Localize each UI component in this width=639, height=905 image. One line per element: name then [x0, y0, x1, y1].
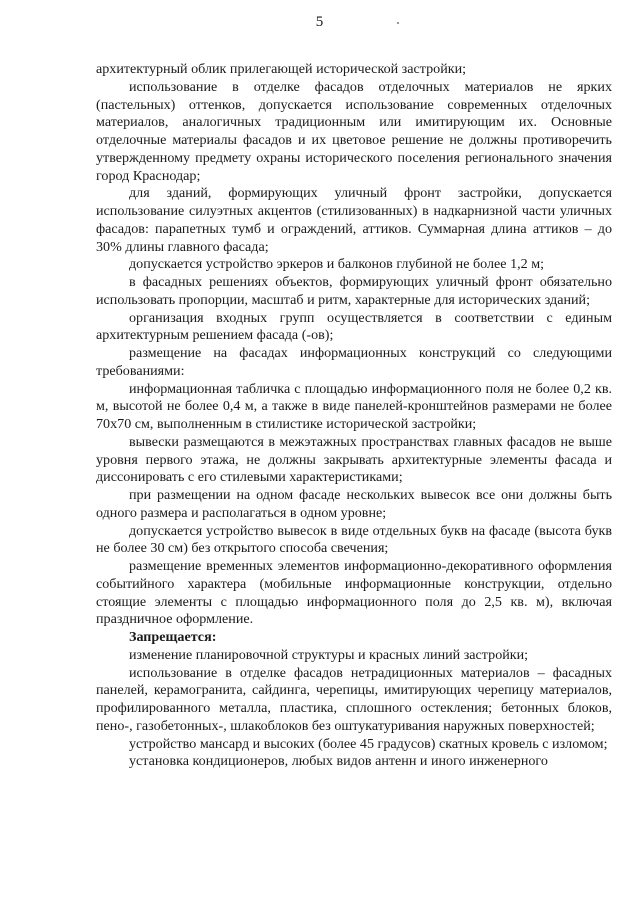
page-number: 5 [315, 14, 324, 30]
paragraph: информационная табличка с площадью информационного поля не более 0,2 кв. м, высотой не более 0,4 м, а также в виде панелей-кронштейнов размерами не более 70х70 см, выполненным в стилистике исторической застройки; [96, 380, 612, 432]
document-body [96, 61, 612, 771]
paragraph: размещение временных элементов информационно-декоративного оформления событийного характера (мобильные информационные конструкции, отдельно стоящие элементы с площадью информационного поля до 2,5 кв. м), включая праздничное оформление. [96, 558, 612, 628]
paragraph: архитектурный облик прилегающей исторической застройки; [96, 61, 467, 77]
paragraph: изменение планировочной структуры и красных линий застройки; [129, 646, 529, 663]
scan-dot [397, 22, 399, 24]
paragraph: допускается устройство эркеров и балконов глубиной не более 1,2 м; [129, 256, 545, 273]
paragraph: при размещении на одном фасаде нескольких вывесок все они должны быть одного размера и располагаться в одном уровне; [96, 487, 612, 521]
paragraph: организация входных групп осуществляется в соответствии с единым архитектурным решением фасада (-ов); [96, 309, 612, 344]
paragraph: установка кондиционеров, любых видов антенн и иного инженерного [129, 753, 548, 770]
paragraph: использование в отделке фасадов отделочных материалов не ярких (пастельных) оттенков, допускается использование современных отделочных материалов, аналогичных традиционным или имитирующим их. Основные отделочные материалы фасадов и их цветовое решение не должны противоречить утвержденному предмету охраны исторического поселения регионального значения город Краснодар; [96, 78, 612, 184]
paragraph: использование в отделке фасадов нетрадиционных материалов – фасадных панелей, керамогранита, сайдинга, черепицы, имитирующих черепицу материалов, профилированного металла, пластика, сплошного остекления; бетонных блоков, пено-, газобетонных-, шлакоблоков без оштукатуривания наружных поверхностей; [96, 664, 612, 734]
paragraph: вывески размещаются в межэтажных пространствах главных фасадов не выше уровня первого этажа, не должны закрывать архитектурные элементы фасада и диссонировать с его стилевыми характеристиками; [96, 433, 612, 486]
paragraph: в фасадных решениях объектов, формирующих уличный фронт обязательно использовать пропорции, масштаб и ритм, характерные для исторических зданий; [96, 274, 612, 308]
paragraph: размещение на фасадах информационных конструкций со следующими требованиями: [96, 345, 612, 379]
paragraph: допускается устройство вывесок в виде отдельных букв на фасаде (высота букв не более 30 см) без открытого способа свечения; [96, 522, 612, 557]
paragraph: устройство мансард и высоких (более 45 градусов) скатных кровель с изломом; [129, 735, 608, 752]
section-heading-prohibited: Запрещается: [129, 629, 217, 645]
paragraph: для зданий, формирующих уличный фронт застройки, допускается использование силуэтных акцентов (стилизованных) в надкарнизной части уличных фасадов: парапетных тумб и ограждений, аттиков. Суммарная длина аттиков – до 30% длины главного фасада; [96, 185, 612, 255]
